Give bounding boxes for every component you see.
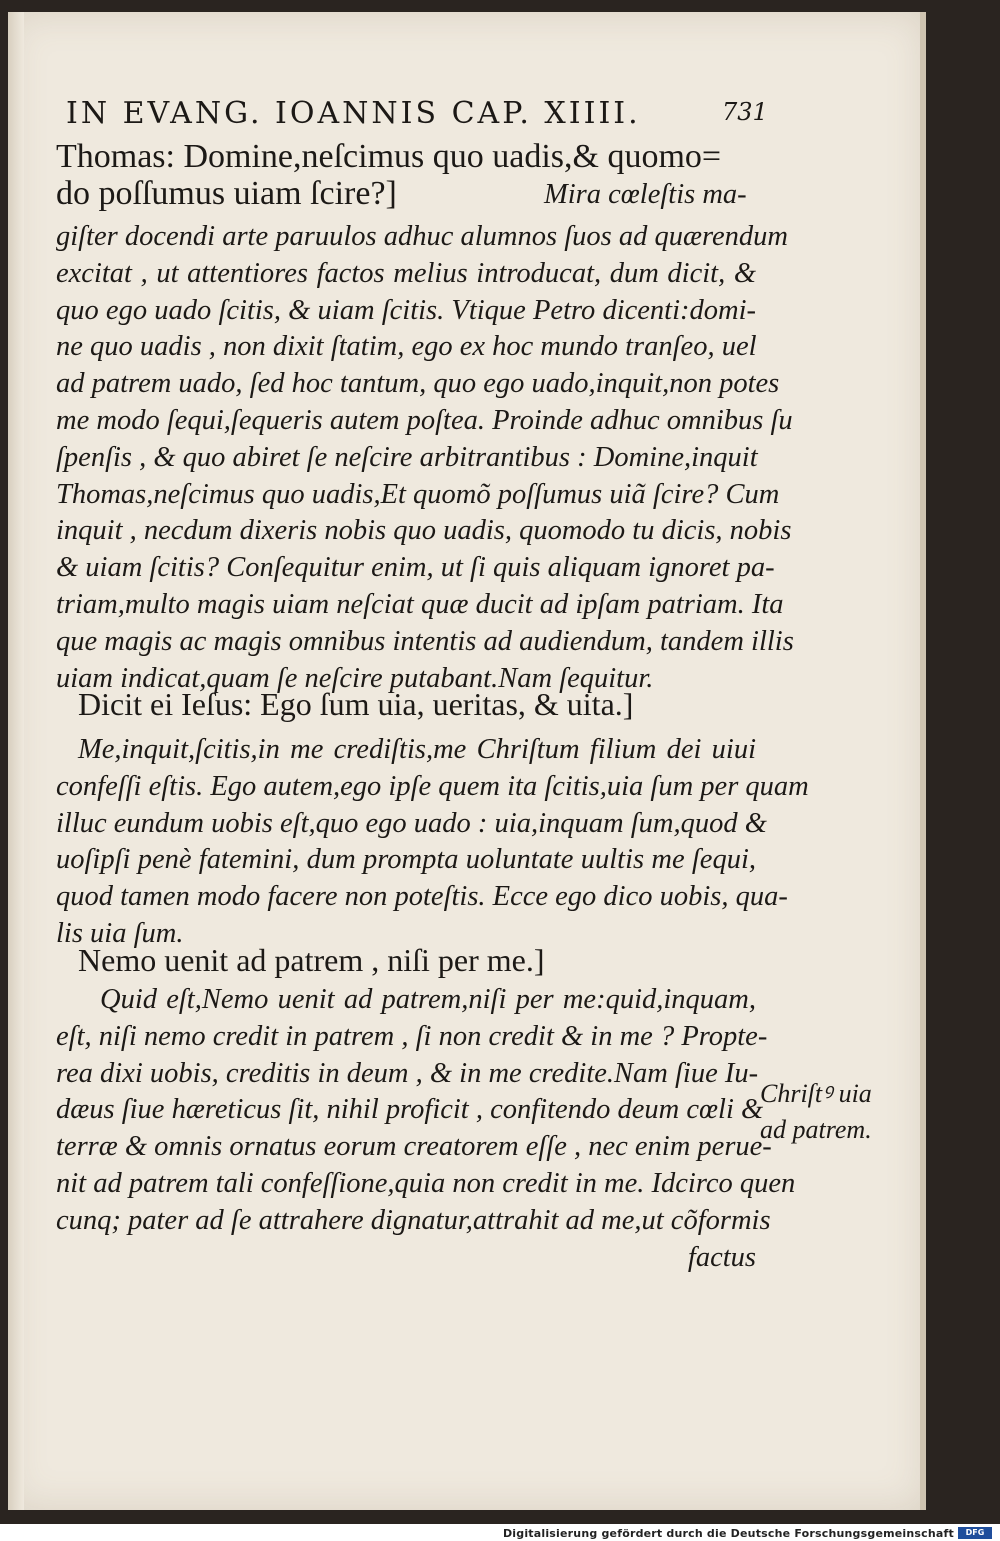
commentary-line: excitat , ut attentiores factos melius introducat, dum dicit, & <box>56 257 756 289</box>
lemma-line <box>56 175 756 212</box>
commentary-line: ne quo uadis , non dixit ſtatim, ego ex hoc mundo tranſeo, uel <box>56 331 757 363</box>
commentary-paragraph-2 <box>56 732 809 953</box>
running-head: IN EVANG. IOANNIS CAP. XIIII. <box>66 96 641 131</box>
lemma-nemo-uenit <box>78 942 758 979</box>
commentary-line: uoſipſi penè fatemini, dum prompta uoluntate uultis me ſequi, <box>56 844 756 876</box>
commentary-line: confeſſi eſtis. Ego autem,ego ipſe quem ita ſcitis,uia ſum per quam <box>56 770 809 802</box>
lemma-line-text: do poſſumus uiam ſcire?] <box>56 175 397 212</box>
commentary-line: Me,inquit,ſcitis,in me crediſtis,me Chriſtum filium dei uiui <box>78 734 756 765</box>
lemma-line: Nemo uenit ad patrem , niſi per me.] <box>78 942 545 978</box>
dfg-logo: DFG <box>958 1527 992 1539</box>
commentary-line: ſpenſis , & quo abiret ſe neſcire arbitrantibus : Domine,inquit <box>56 441 758 473</box>
page-fore-edge <box>920 12 926 1510</box>
commentary-line: rea dixi uobis, creditis in deum , & in me credite.Nam ſiue Iu- <box>56 1057 759 1089</box>
commentary-start: Mira cœleſtis ma- <box>544 179 747 210</box>
commentary-line: inquit , necdum dixeris nobis quo uadis, quomodo tu dicis, nobis <box>56 515 792 547</box>
commentary-line: giſter docendi arte paruulos adhuc alumnos ſuos ad quærendum <box>56 221 788 252</box>
commentary-line: triam,multo magis uiam neſciat quæ ducit ad ipſam patriam. Ita <box>56 588 784 620</box>
commentary-line: que magis ac magis omnibus intentis ad audiendum, tandem illis <box>56 625 794 657</box>
commentary-paragraph-3 <box>56 982 796 1276</box>
commentary-line: cunq; pater ad ſe attrahere dignatur,attrahit ad me,ut cõformis <box>56 1204 771 1236</box>
page-gutter <box>8 12 24 1510</box>
commentary-line: dæus ſiue hæreticus ſit, nihil proficit , confitendo deum cœli & <box>56 1094 764 1126</box>
footer-credit: Digitalisierung gefördert durch die Deutsche Forschungsgemeinschaft <box>502 1527 954 1540</box>
commentary-line: ad patrem uado, ſed hoc tantum, quo ego uado,inquit,non potes <box>56 368 780 400</box>
commentary-line: Quid eſt,Nemo uenit ad patrem,niſi per me:quid,inquam, <box>100 984 756 1015</box>
marginal-note-line: ad patrem. <box>760 1115 872 1144</box>
book-page <box>8 12 926 1510</box>
digitization-footer <box>0 1526 1000 1541</box>
lemma-line: Thomas: Domine,neſcimus quo uadis,& quomo= <box>56 138 722 175</box>
commentary-line: lis uia ſum. <box>56 917 184 949</box>
commentary-line: & uiam ſcitis? Conſequitur enim, ut ſi quis aliquam ignoret pa- <box>56 552 775 584</box>
commentary-line: uiam indicat,quam ſe neſcire putabant.Nam ſequitur. <box>56 662 654 694</box>
marginal-note <box>760 1076 872 1148</box>
lemma-line: Dicit ei Ieſus: Ego ſum uia, ueritas, & uita.] <box>78 686 634 722</box>
marginal-note-line: Chriſtꝰ uia <box>760 1079 872 1108</box>
catchword: factus <box>687 1241 756 1273</box>
commentary-line: me modo ſequi,ſequeris autem poſtea. Proinde adhuc omnibus ſu <box>56 404 793 436</box>
commentary-line: quod tamen modo facere non poteſtis. Ecce ego dico uobis, qua- <box>56 881 788 913</box>
commentary-line: illuc eundum uobis eſt,quo ego uado : uia,inquam ſum,quod & <box>56 807 767 839</box>
commentary-line: nit ad patrem tali confeſſione,quia non credit in me. Idcirco quen <box>56 1167 796 1199</box>
folio-number: 731 <box>722 98 768 126</box>
commentary-line: eſt, niſi nemo credit in patrem , ſi non credit & in me ? Propte- <box>56 1020 768 1052</box>
commentary-paragraph-1 <box>56 219 794 697</box>
lemma-thomas <box>56 138 756 212</box>
commentary-line: terræ & omnis ornatus eorum creatorem eſſe , nec enim perue- <box>56 1131 772 1163</box>
lemma-ego-sum-uia <box>78 686 758 723</box>
commentary-line: Thomas,neſcimus quo uadis,Et quomõ poſſumus uiã ſcire? Cum <box>56 478 780 510</box>
commentary-line: quo ego uado ſcitis, & uiam ſcitis. Vtique Petro dicenti:domi- <box>56 294 756 326</box>
